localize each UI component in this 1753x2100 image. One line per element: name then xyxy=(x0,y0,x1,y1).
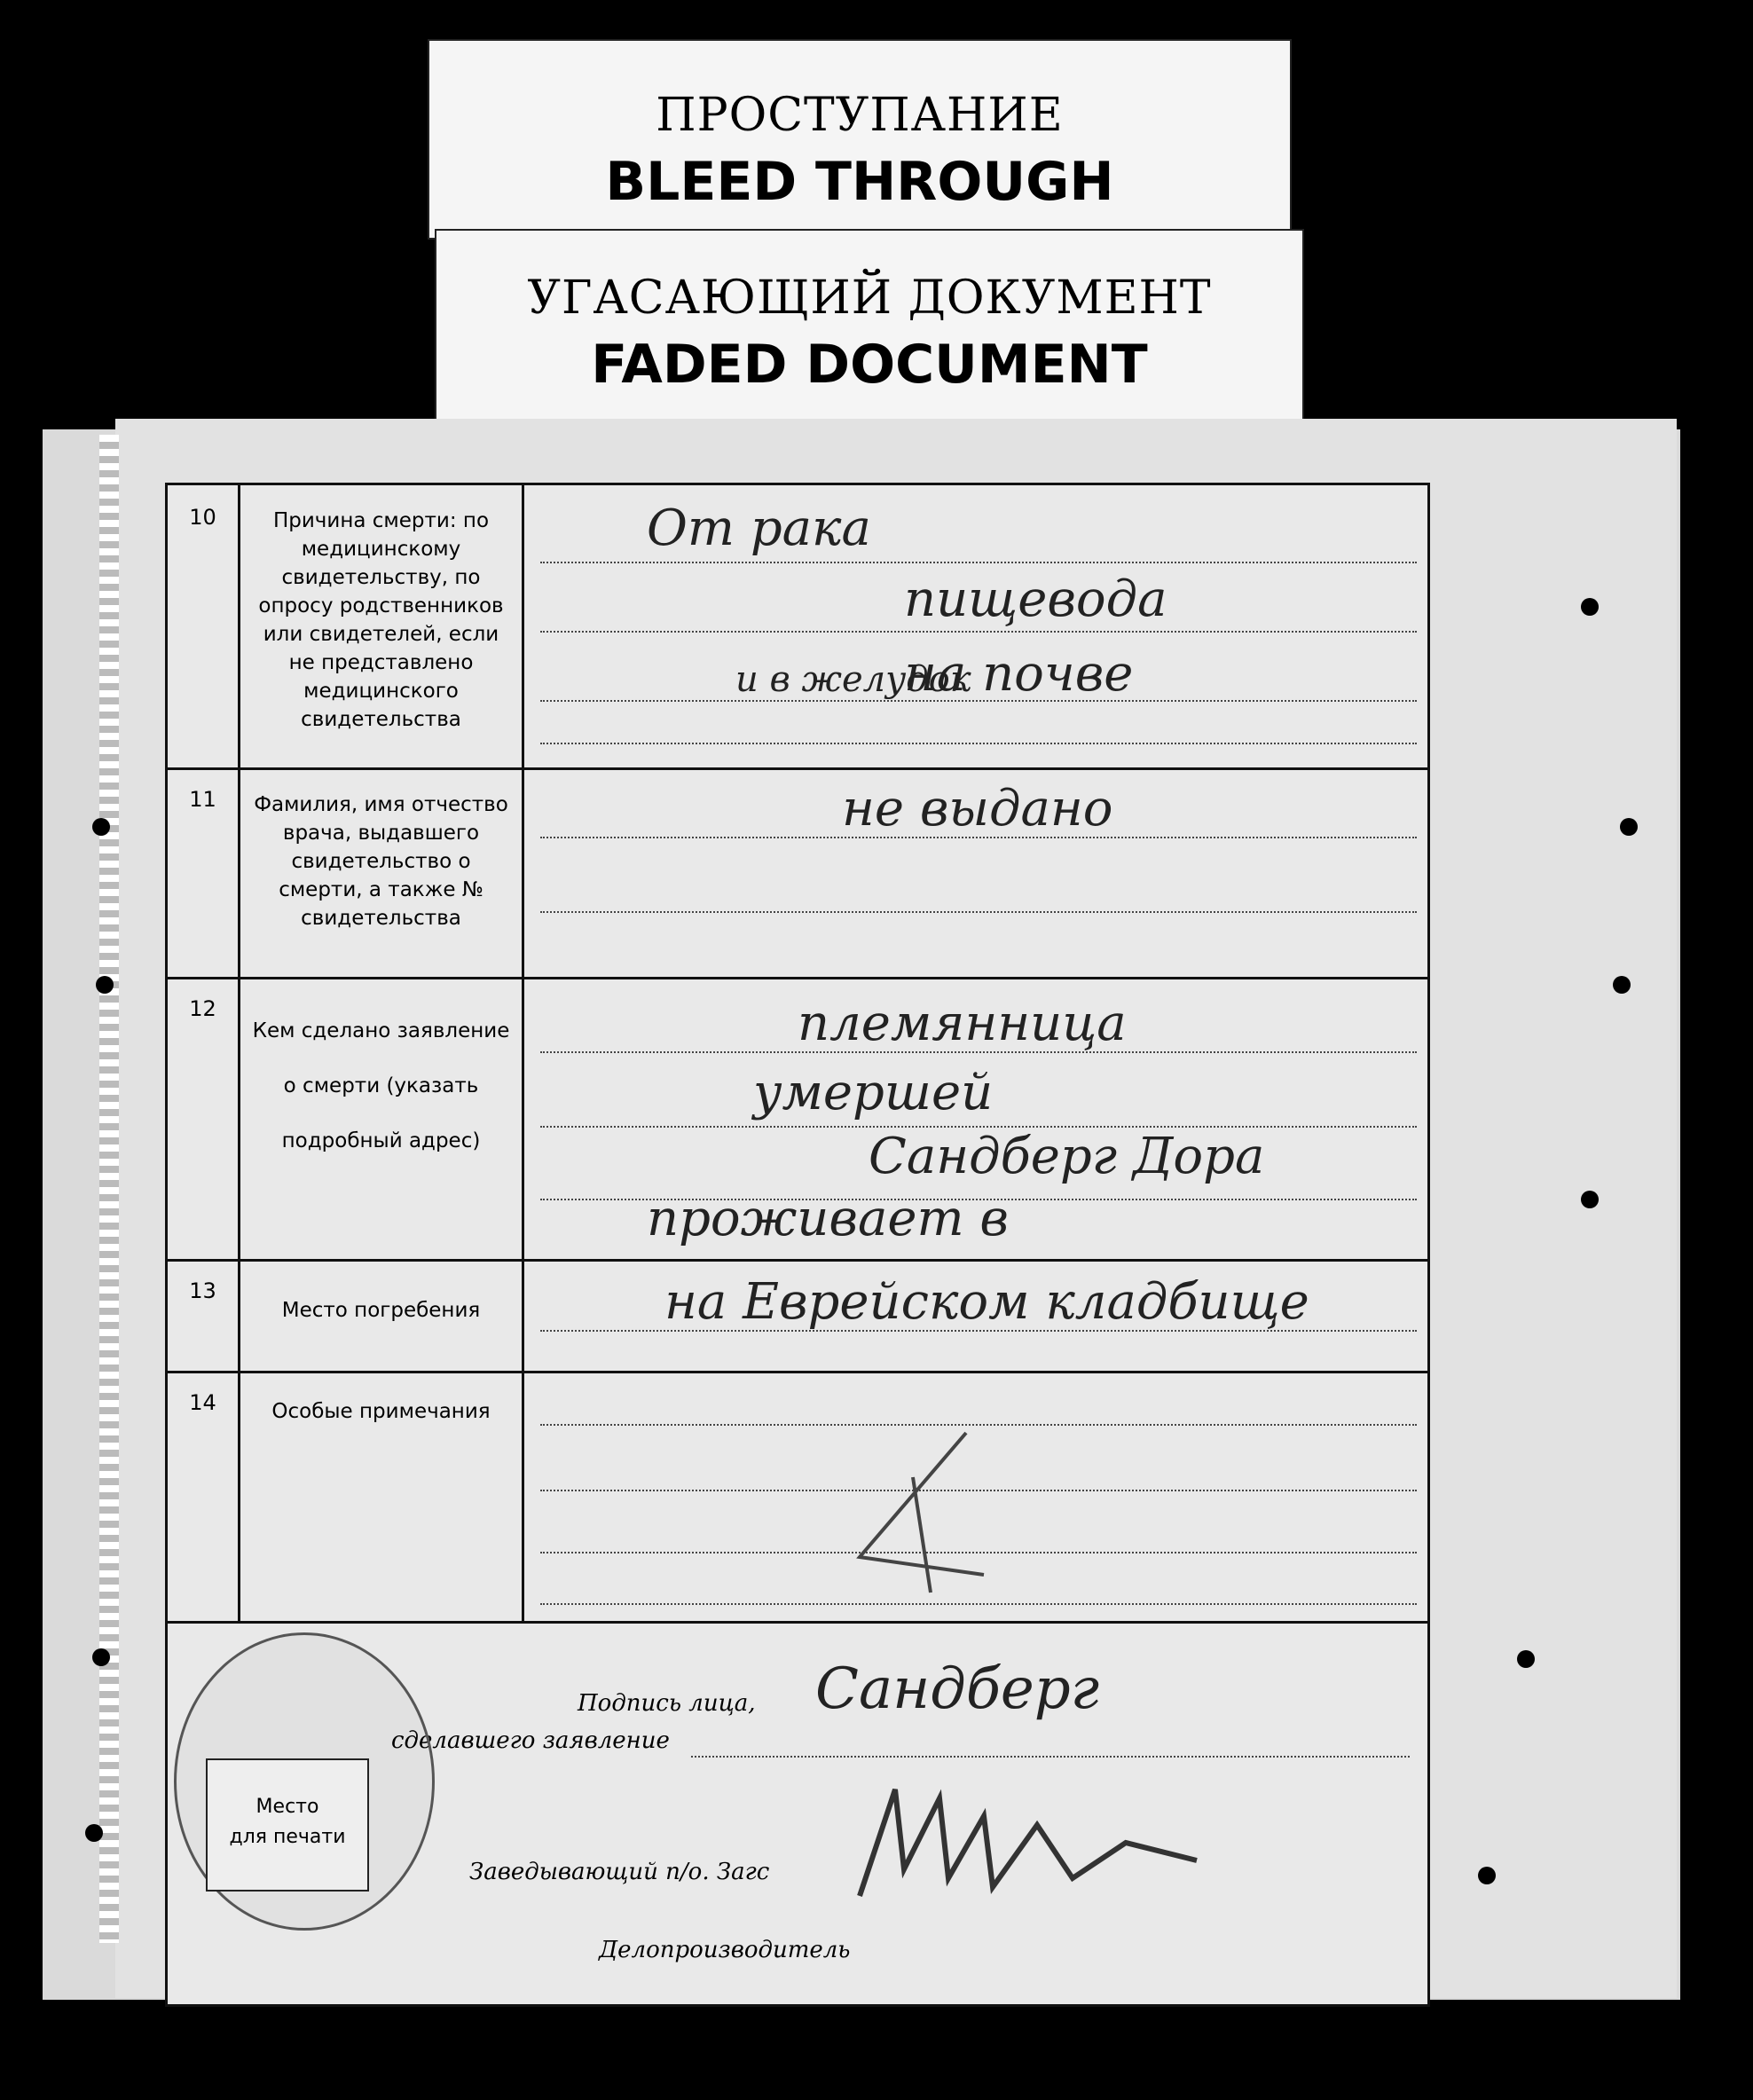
punch-hole xyxy=(1613,976,1631,994)
row-label: Кем сделано заявление о смерти (указать подробный адрес) xyxy=(240,977,524,1259)
bleed-through-card xyxy=(428,39,1292,240)
handwritten-entry: умершей xyxy=(753,1064,994,1121)
row-number: 12 xyxy=(168,977,240,1259)
form-row-13 xyxy=(168,1259,1427,1373)
dotted-line xyxy=(540,631,1417,633)
row-label: Особые примечания xyxy=(240,1371,524,1621)
punch-hole xyxy=(92,818,110,836)
seal-label-line2: для печати xyxy=(229,1826,346,1848)
signature-label: Подпись лица, xyxy=(578,1690,756,1717)
signature-line xyxy=(691,1756,1410,1758)
handwritten-entry: и в желудок xyxy=(735,659,971,700)
dotted-line xyxy=(540,743,1417,744)
handwritten-signature: Сандберг xyxy=(815,1656,1100,1722)
row-number: 10 xyxy=(168,485,240,767)
handwritten-entry: Сандберг Дора xyxy=(869,1128,1265,1185)
official-signature-scrawl xyxy=(842,1763,1215,1923)
cross-out-mark xyxy=(806,1424,1019,1601)
bleed-through-en: BLEED THROUGH xyxy=(605,151,1114,213)
handwritten-entry: От рака xyxy=(647,499,871,557)
dotted-line xyxy=(540,562,1417,563)
handwritten-entry: на Еврейском кладбище xyxy=(664,1273,1309,1331)
signature-label-2: сделавшего заявление xyxy=(391,1727,670,1754)
row-number: 13 xyxy=(168,1259,240,1371)
handwritten-entry: на почве xyxy=(904,645,1134,703)
row-label: Фамилия, имя отчество врача, выдавшего свидетельство о смерти, а также № свидетельства xyxy=(240,767,524,977)
punch-hole xyxy=(92,1648,110,1666)
faded-document-card xyxy=(435,229,1304,429)
row-label: Место погребения xyxy=(240,1259,524,1371)
seal-place-box xyxy=(206,1758,369,1892)
dotted-line xyxy=(540,1603,1417,1605)
punch-hole xyxy=(85,1824,103,1842)
punch-hole xyxy=(1581,598,1599,616)
row-number: 14 xyxy=(168,1371,240,1621)
punch-hole xyxy=(1478,1867,1496,1884)
row-label: Причина смерти: по медицинскому свидетельству, по опросу родственников или свидетелей, если не представлено медицинского свидетельства xyxy=(240,485,524,767)
handwritten-entry: пищевода xyxy=(904,570,1167,628)
faded-document-ru: УГАСАЮЩИЙ ДОКУМЕНТ xyxy=(527,271,1212,325)
punch-hole xyxy=(1517,1650,1535,1668)
punch-hole xyxy=(96,976,114,994)
dotted-line xyxy=(540,911,1417,913)
bleed-through-ru: ПРОСТУПАНИЕ xyxy=(656,89,1064,142)
handwritten-entry: племянница xyxy=(798,995,1127,1052)
clerk-label: Делопроизводитель xyxy=(599,1937,851,1963)
perforated-edge xyxy=(99,435,119,1943)
form-row-14 xyxy=(168,1371,1427,1624)
handwritten-entry: не выдано xyxy=(842,780,1113,838)
head-label: Заведывающий п/о. Загс xyxy=(469,1859,770,1885)
punch-hole xyxy=(1581,1191,1599,1208)
handwritten-entry: проживает в xyxy=(647,1190,1009,1247)
faded-document-en: FADED DOCUMENT xyxy=(591,334,1148,396)
punch-hole xyxy=(1620,818,1638,836)
seal-label-line1: Место xyxy=(255,1796,319,1818)
row-number: 11 xyxy=(168,767,240,977)
form-row-12 xyxy=(168,977,1427,1262)
form-row-11 xyxy=(168,767,1427,979)
form-row-10 xyxy=(168,485,1427,770)
